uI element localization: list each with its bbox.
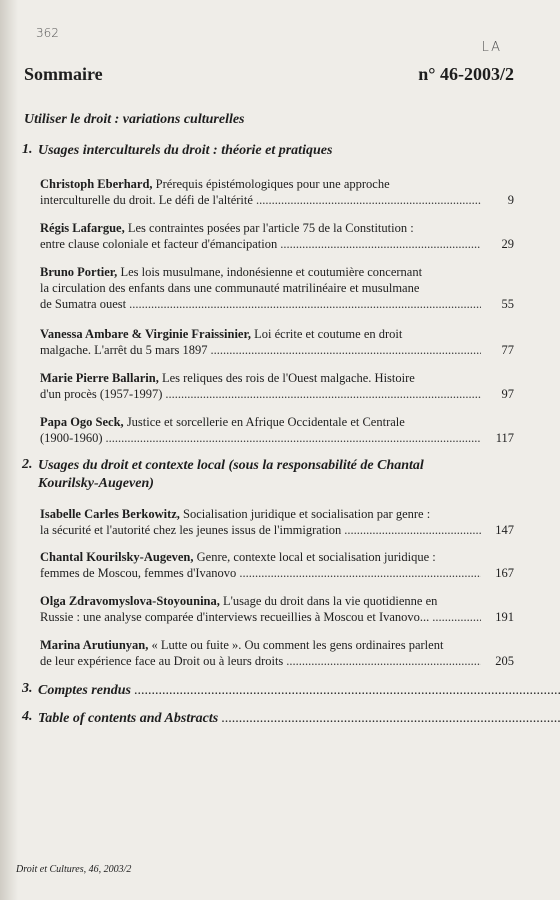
entry-author: Vanessa Ambare & Virginie Fraissinier,: [40, 327, 252, 341]
page-title: Sommaire: [24, 64, 103, 84]
issue-number: n° 46-2003/2: [418, 64, 514, 84]
part-heading: [22, 681, 514, 700]
toc-entry: [40, 593, 514, 625]
part-heading: [22, 457, 514, 493]
entry-title-line: (1900-1960): [40, 431, 103, 445]
toc-entry: [40, 176, 514, 208]
scan-shadow: [0, 0, 18, 900]
entry-title-line: Les contraintes posées par l'article 75 de la Constitution :: [124, 221, 414, 235]
dot-leader: [280, 236, 481, 252]
entry-title-line: « Lutte ou fuite ». Ou comment les gens ordinaires parlent: [148, 638, 444, 652]
dot-leader: [239, 565, 481, 581]
dot-leader: [432, 609, 481, 625]
entry-title-line: Loi écrite et coutume en droit: [251, 327, 403, 341]
part-number: 4.: [22, 709, 33, 724]
entry-page: 117: [495, 431, 514, 445]
entry-author: Chantal Kourilsky-Augeven,: [40, 550, 194, 564]
entry-title-line: la circulation des enfants dans une communauté matrilinéaire et musulmane: [40, 281, 420, 295]
toc-entry: [40, 220, 514, 252]
entry-title-line: entre clause coloniale et facteur d'émancipation: [40, 237, 278, 251]
entry-title-line: Justice et sorcellerie en Afrique Occidentale et Centrale: [123, 415, 405, 429]
entry-author: Marie Pierre Ballarin,: [40, 371, 159, 385]
dot-leader: [134, 682, 560, 700]
dot-leader: [129, 296, 481, 312]
entry-page: 191: [495, 610, 514, 624]
dot-leader: [210, 342, 481, 358]
journal-footer: Droit et Cultures, 46, 2003/2: [16, 864, 132, 875]
entry-title-line: de leur expérience face au Droit ou à leurs droits: [40, 654, 284, 668]
toc-entry: [40, 370, 514, 402]
entry-title-line: Russie : une analyse comparée d'interviews recueillies à Moscou et Ivanovo...: [40, 610, 430, 624]
entry-author: Bruno Portier,: [40, 265, 118, 279]
handwritten-page-number: 362: [36, 26, 59, 40]
entry-title-line: malgache. L'arrêt du 5 mars 1897: [40, 343, 208, 357]
entry-author: Christoph Eberhard,: [40, 177, 153, 191]
entry-title-line: Les reliques des rois de l'Ouest malgache. Histoire: [158, 371, 415, 385]
dot-leader: [256, 192, 481, 208]
part-heading: [22, 142, 514, 160]
entry-title-line: de Sumatra ouest: [40, 297, 127, 311]
entry-page: 77: [501, 343, 514, 357]
entry-page: 147: [495, 523, 514, 537]
toc-entry: [40, 264, 514, 312]
entry-author: Papa Ogo Seck,: [40, 415, 124, 429]
part-number: 2.: [22, 457, 33, 472]
dot-leader: [106, 430, 482, 446]
toc-entry: [40, 414, 514, 446]
entry-title-line: la sécurité et l'autorité chez les jeunes issus de l'immigration: [40, 523, 342, 537]
part-number: 3.: [22, 681, 33, 696]
entry-page: 205: [495, 654, 514, 668]
part-heading: [22, 709, 514, 728]
entry-title-line: d'un procès (1957-1997): [40, 387, 163, 401]
entry-title-line: L'usage du droit dans la vie quotidienne en: [219, 594, 438, 608]
entry-page: 55: [501, 297, 514, 311]
page-header: [24, 64, 514, 85]
dot-leader: [344, 522, 481, 538]
toc-entry: [40, 637, 514, 669]
toc-entry: [40, 326, 514, 358]
part-title: Usages du droit et contexte local (sous la responsabilité de Chantal: [38, 458, 424, 473]
entry-page: 9: [507, 193, 514, 207]
entry-title-line: Les lois musulmane, indonésienne et coutumière concernant: [117, 265, 423, 279]
entry-title-line: femmes de Moscou, femmes d'Ivanovo: [40, 566, 237, 580]
handwritten-initials: LA: [481, 40, 502, 55]
part-number: 1.: [22, 142, 33, 157]
entry-title-line: interculturelle du droit. Le défi de l'altérité: [40, 193, 253, 207]
entry-title-line: Prérequis épistémologiques pour une approche: [152, 177, 390, 191]
toc-entry: [40, 506, 514, 538]
part-title: Table of contents and Abstracts: [38, 711, 219, 726]
part-title: Usages interculturels du droit : théorie et pratiques: [38, 143, 333, 158]
entry-author: Isabelle Carles Berkowitz,: [40, 507, 180, 521]
entry-title-line: Genre, contexte local et socialisation juridique :: [193, 550, 436, 564]
entry-title-line: Socialisation juridique et socialisation par genre :: [179, 507, 431, 521]
entry-author: Olga Zdravomyslova-Stoyounina,: [40, 594, 220, 608]
part-title: Kourilsky-Augeven): [38, 476, 154, 491]
part-title: Comptes rendus: [38, 683, 131, 698]
section-title: Utiliser le droit : variations culturelles: [24, 112, 245, 127]
entry-page: 97: [501, 387, 514, 401]
dot-leader: [286, 653, 481, 669]
dot-leader: [221, 710, 560, 728]
entry-page: 167: [495, 566, 514, 580]
entry-page: 29: [501, 237, 514, 251]
entry-author: Marina Arutiunyan,: [40, 638, 149, 652]
entry-author: Régis Lafargue,: [40, 221, 125, 235]
dot-leader: [165, 386, 481, 402]
toc-entry: [40, 549, 514, 581]
